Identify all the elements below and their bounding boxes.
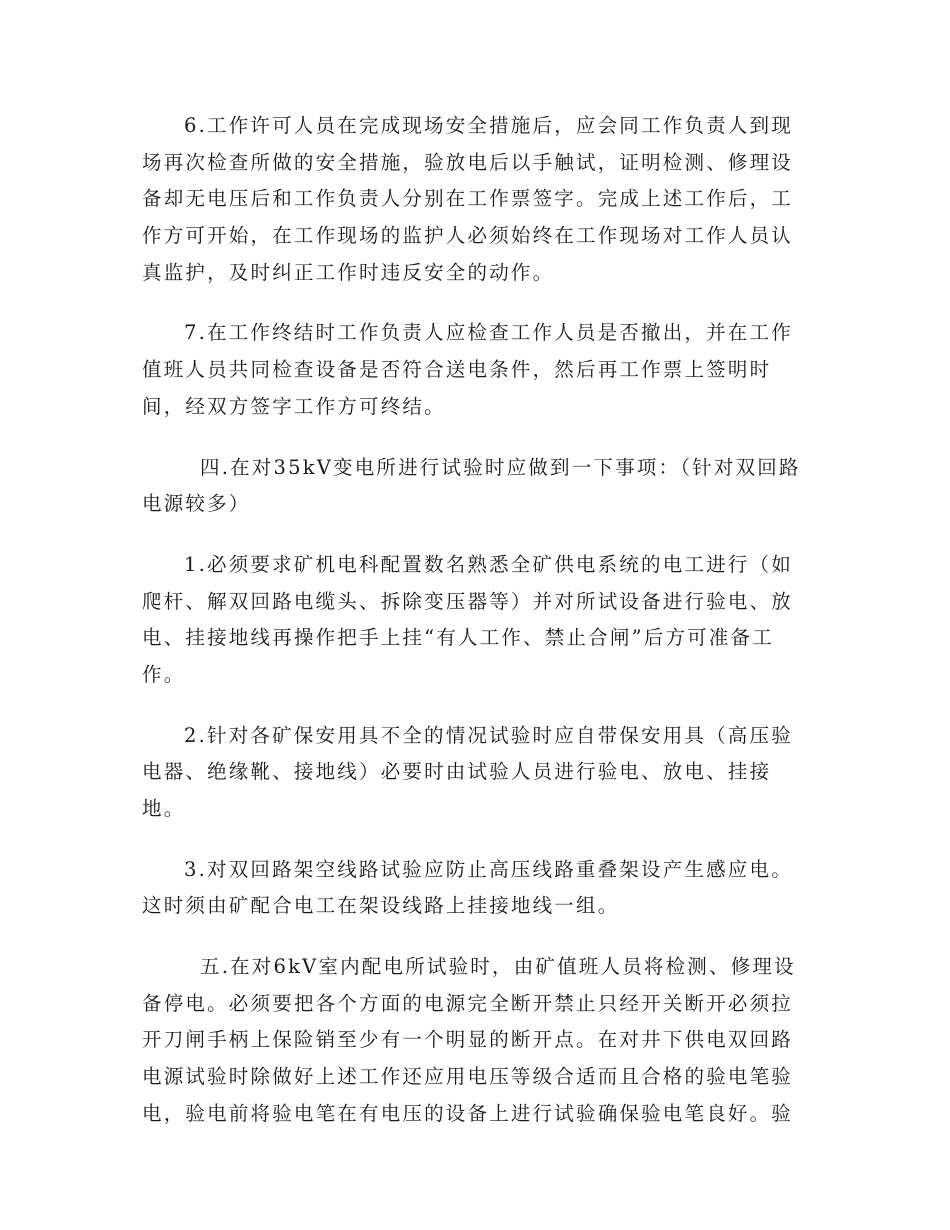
- text-line: 7.在工作终结时工作负责人应检查工作人员是否撤出，并在工作: [184, 321, 793, 345]
- paragraph-1-electricians: [142, 547, 807, 694]
- text-line: 真监护，及时纠正工作时违反安全的动作。: [142, 260, 555, 284]
- text-line: 备停电。必须要把各个方面的电源完全断开禁止只经开关断开必须拉: [142, 991, 794, 1015]
- text-line: 6.工作许可人员在完成现场安全措施后，应会同工作负责人到现: [184, 114, 793, 137]
- text-line: 场再次检查所做的安全措施，验放电后以手触试，证明检测、修理设: [142, 150, 794, 174]
- text-line: 3.对双回路架空线路试验应防止高压线路重叠架设产生感应电。: [184, 857, 793, 881]
- paragraph-3-overhead-lines: [142, 852, 807, 925]
- text-line: 作方可开始，在工作现场的监护人必须始终在工作现场对工作人员认: [142, 224, 794, 248]
- text-line: 地。: [142, 797, 186, 820]
- section-5-indoor-substation: [142, 949, 807, 1132]
- text-line: 1.必须要求矿机电科配置数名熟悉全矿供电系统的电工进行（如: [184, 552, 793, 576]
- text-line: 电源较多）: [142, 492, 251, 516]
- text-line: 这时须由矿配合电工在架设线路上挂接地线一组。: [142, 894, 620, 918]
- text-line: 爬杆、解双回路电缆头、拆除变压器等）并对所试设备进行验电、放: [142, 589, 794, 613]
- paragraph-7-work-termination: [142, 315, 807, 425]
- section-4-heading: [142, 450, 807, 523]
- text-line: 电，验电前将验电笔在有电压的设备上进行试验确保验电笔良好。验: [142, 1101, 794, 1125]
- document-body: [142, 108, 807, 1157]
- text-line: 作。: [142, 662, 186, 686]
- text-line: 值班人员共同检查设备是否符合送电条件，然后再工作票上签明时: [142, 358, 772, 382]
- paragraph-6-work-permit: [142, 108, 807, 291]
- text-line: 四.在对35kV变电所进行试验时应做到一下事项：（针对双回路: [200, 455, 801, 479]
- text-line: 2.针对各矿保安用具不全的情况试验时应自带保安用具（高压验: [184, 723, 793, 747]
- paragraph-2-safety-tools: [142, 718, 807, 828]
- text-line: 电、挂接地线再操作把手上挂“有人工作、禁止合闸”后方可准备工: [142, 626, 774, 650]
- text-line: 电源试验时除做好上述工作还应用电压等级合适而且合格的验电笔验: [142, 1065, 794, 1089]
- text-line: 备却无电压后和工作负责人分别在工作票签字。完成上述工作后，工: [142, 187, 794, 211]
- text-line: 间，经双方签字工作方可终结。: [142, 394, 446, 418]
- text-line: 电器、绝缘靴、接地线）必要时由试验人员进行验电、放电、挂接: [142, 760, 772, 784]
- text-line: 五.在对6kV室内配电所试验时，由矿值班人员将检测、修理设: [200, 955, 796, 979]
- text-line: 开刀闸手柄上保险销至少有一个明显的断开点。在对井下供电双回路: [142, 1028, 794, 1052]
